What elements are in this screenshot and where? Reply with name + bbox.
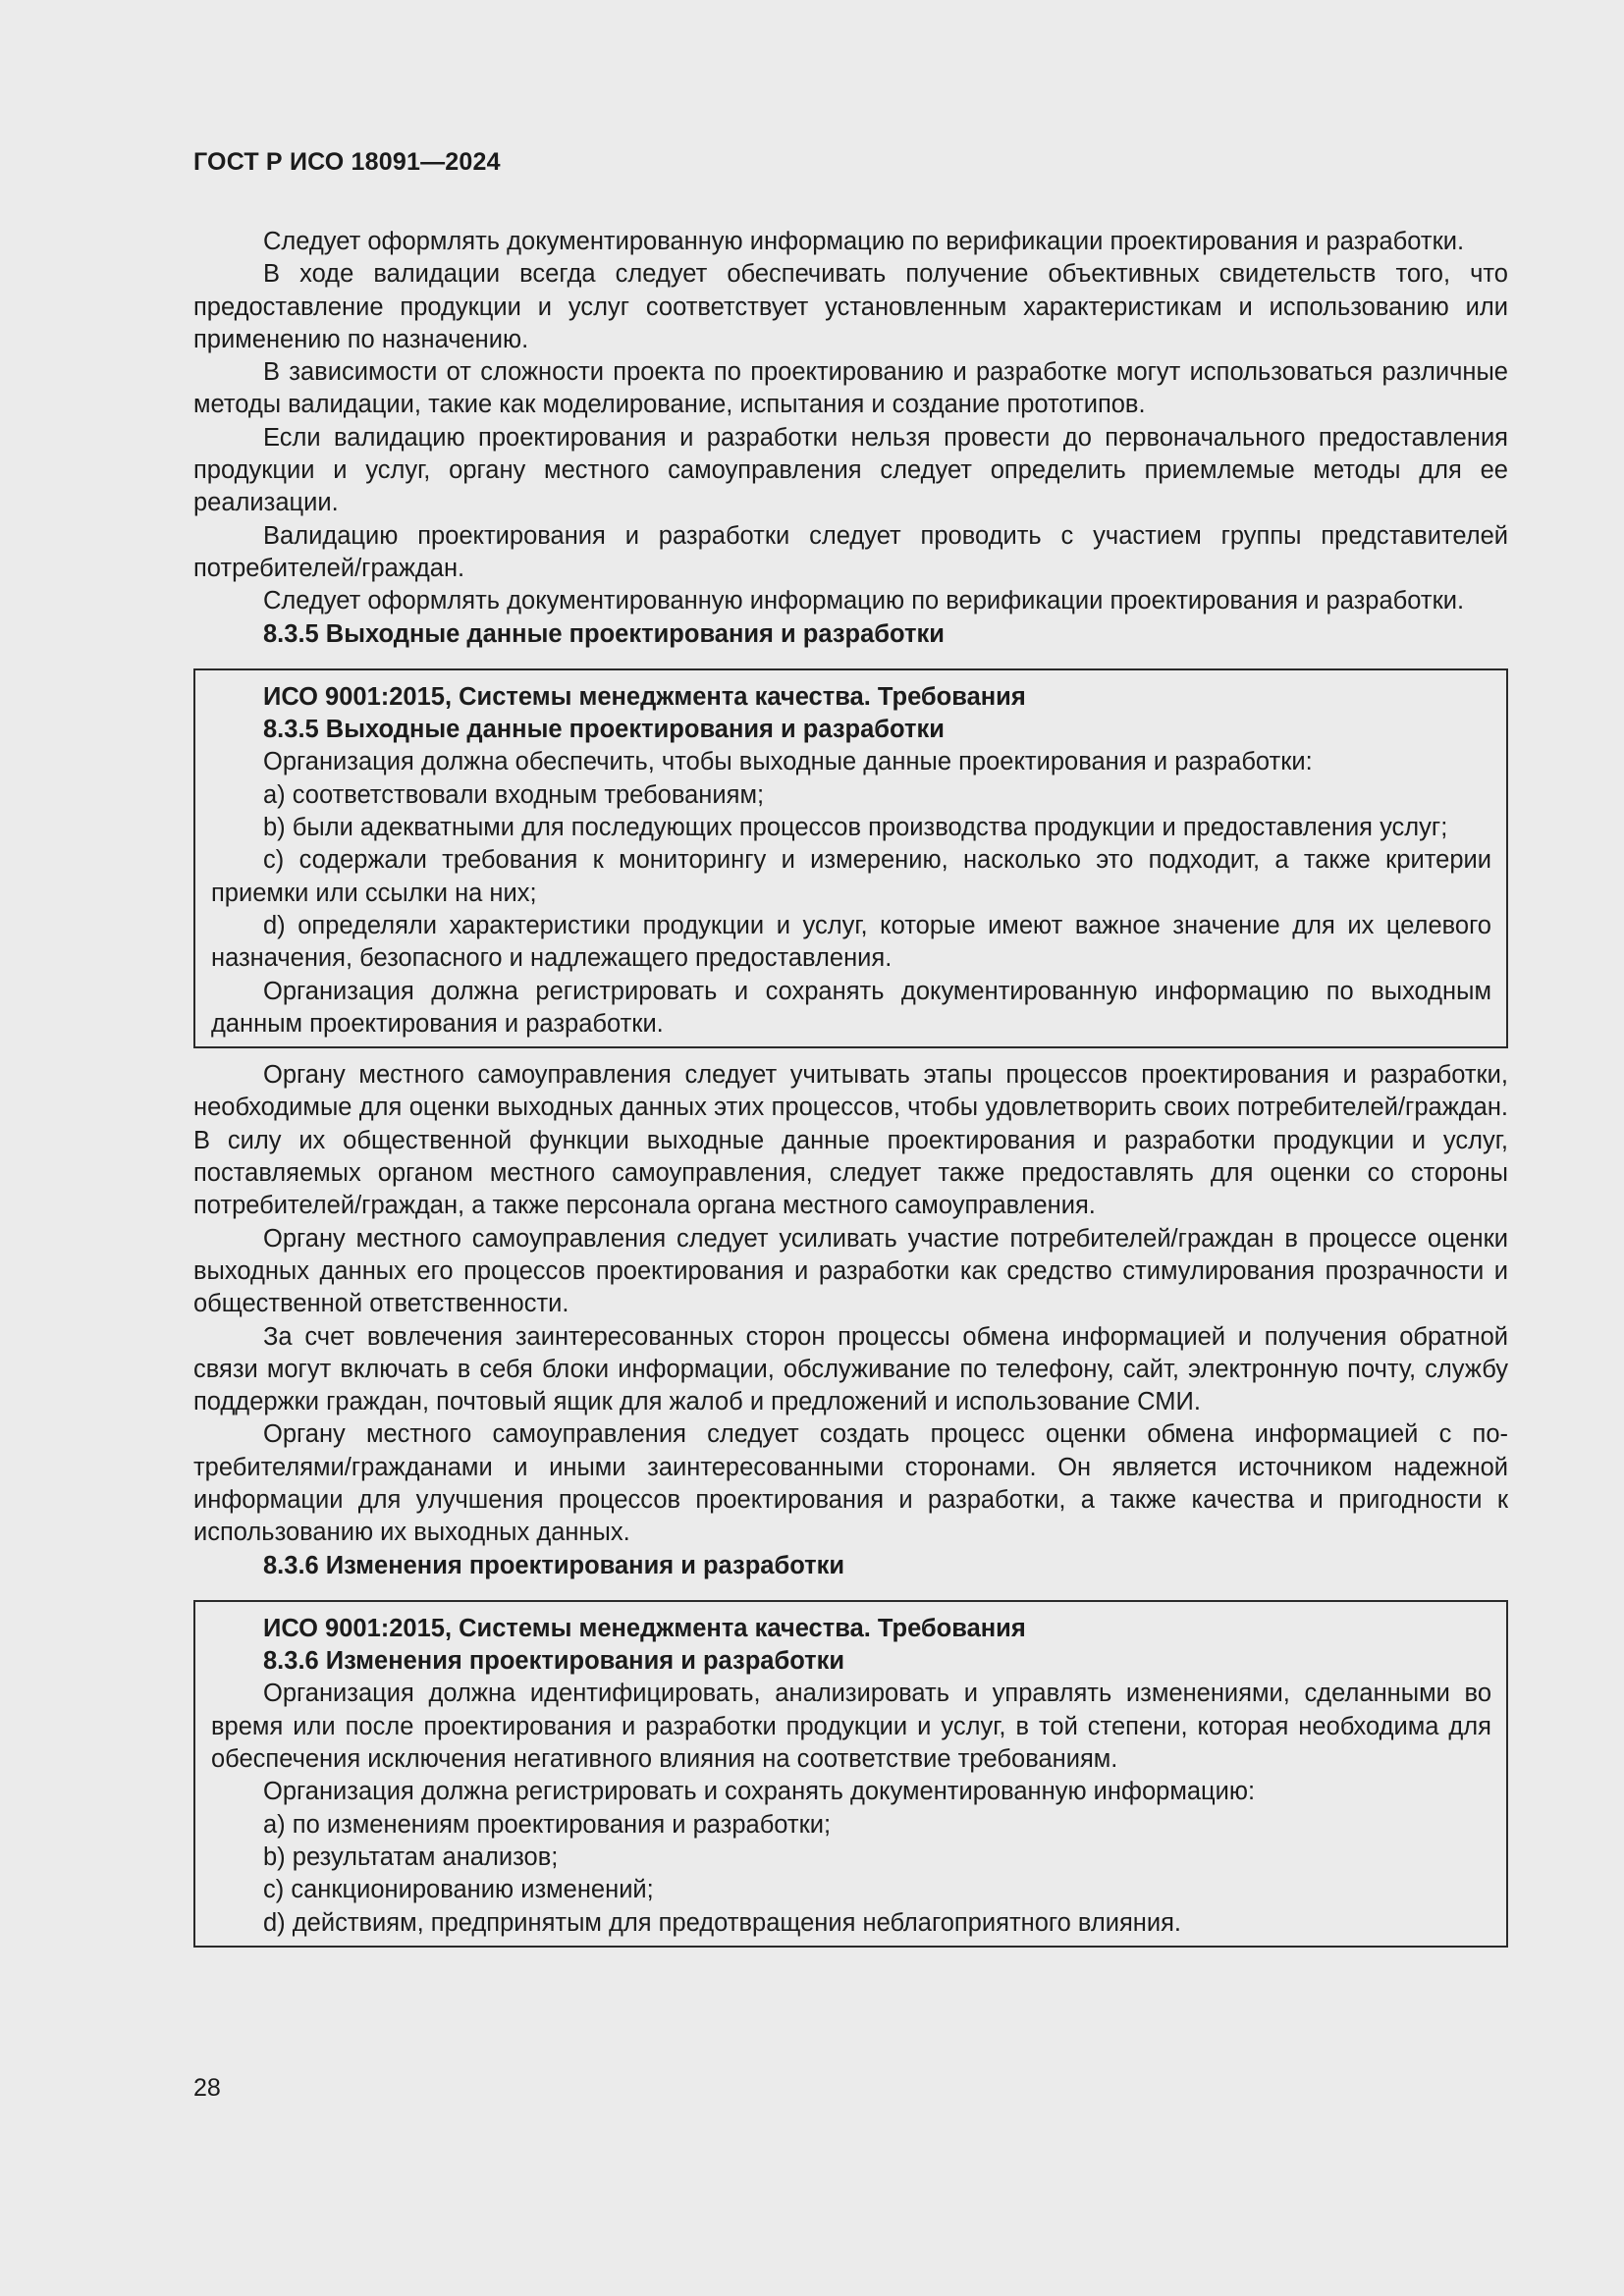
list-item: d) определяли характеристики продукции и услуг, которые имеют важное значение для их целевого назначения, безопасного и надлежащего предоставления. (211, 911, 1491, 973)
list-item: d) действиям, предпринятым для предотвращения неблагоприятного влияния. (263, 1908, 1182, 1937)
paragraph: Следует оформлять документированную информацию по верификации проектирования и разработки. (263, 228, 1465, 255)
list-item: a) соответствовали входным требованиям; (263, 780, 765, 809)
box-paragraph: Организация должна идентифицировать, анализировать и управлять изменениями, сделанными во время или после проектирования и разработки продукции и услуг, в той степени, которая необходима для обеспечения исключения негативного влияния на соответствие требованиям. (211, 1680, 1491, 1774)
box-paragraph: Организация должна регистрировать и сохранять документированную информацию: (263, 1778, 1256, 1806)
paragraph: Валидацию проектирования и разработки следует проводить с участием группы представителей потребителей/граждан. (193, 521, 1508, 582)
box-closing: Организация должна регистрировать и сохранять документированную информацию по выходным данным проектирования и разработки. (211, 977, 1491, 1038)
paragraph: В ходе валидации всегда следует обеспечивать получение объективных свидетельств того, что предоставление продукции и услуг соответствует установленным характеристикам и использованию или применению по назначению. (193, 260, 1508, 353)
paragraph: Органу местного самоуправления следует учитывать этапы процессов проектирования и разработки, необходимые для оценки выходных данных этих процессов, чтобы удовлетворить своих потребителей/граждан. В силу их общественной функции выходные данные проектирования и разработки продукции и услуг, поставляемых органом местного самоуправления, следует также предоставлять для оценки со стороны потребителей/граждан, а также персонала органа местного самоуправления. (193, 1061, 1508, 1220)
list-item: b) результатам анализов; (263, 1842, 559, 1871)
paragraph: Органу местного самоуправления следует усиливать участие потребителей/граждан в процессе оценки выходных данных его процессов проектирования и разработки как средство стимулирования прозрачности и общественной ответственности. (193, 1224, 1508, 1318)
list-item: c) содержали требования к мониторингу и измерению, насколько это подходит, а также критерии приемки или ссылки на них; (211, 846, 1491, 907)
box-lead: Организация должна обеспечить, чтобы выходные данные проектирования и разработки: (263, 748, 1313, 776)
list-item: a) по изменениям проектирования и разработки; (263, 1810, 832, 1839)
paragraph: В зависимости от сложности проекта по проектированию и разработке могут использоваться различные методы валидации, такие как моделирование, испытания и создание прототипов. (193, 358, 1508, 419)
section-heading-835: 8.3.5 Выходные данные проектирования и разработки (263, 619, 945, 648)
section-835-text (193, 1059, 1508, 1549)
box-title: ИСО 9001:2015, Системы менеджмента качества. Требования (263, 682, 1026, 711)
section-heading-836: 8.3.6 Изменения проектирования и разработки (263, 1551, 845, 1579)
iso-quote-box-836 (193, 1600, 1508, 1948)
document-page (193, 145, 1508, 1958)
list-item: c) санкционированию изменений; (263, 1876, 654, 1904)
box-heading: 8.3.5 Выходные данные проектирования и разработки (263, 716, 945, 744)
paragraph: Следует оформлять документированную информацию по верификации проектирования и разработки. (263, 587, 1465, 615)
document-header: ГОСТ Р ИСО 18091—2024 (193, 148, 501, 176)
list-item: b) были адекватными для последующих процессов производства продукции и предоставления услуг; (263, 814, 1448, 842)
page-number: 28 (193, 2074, 221, 2102)
intro-text (193, 226, 1508, 618)
box-title: ИСО 9001:2015, Системы менеджмента качества. Требования (263, 1614, 1026, 1642)
box-heading: 8.3.6 Изменения проектирования и разработки (263, 1647, 845, 1676)
paragraph: За счет вовлечения заинтересованных сторон процессы обмена информацией и получения обратной связи могут включать в себя блоки информации, обслуживание по телефону, сайт, электронную почту, службу поддержки граждан, почтовый ящик для жалоб и предложений и использование СМИ. (193, 1322, 1508, 1416)
iso-quote-box-835 (193, 668, 1508, 1048)
paragraph: Если валидацию проектирования и разработки нельзя провести до первоначального предоставления продукции и услуг, органу местного самоуправления следует определить приемлемые методы для ее реализации. (193, 423, 1508, 517)
paragraph: Органу местного самоуправления следует создать процесс оценки обмена информацией с потребителями/гражданами и иными заинтересованными сторонами. Он является источником надежной информации для улучшения процессов проектирования и разработки, а также качества и пригодности к использованию их выходных данных. (193, 1420, 1508, 1547)
